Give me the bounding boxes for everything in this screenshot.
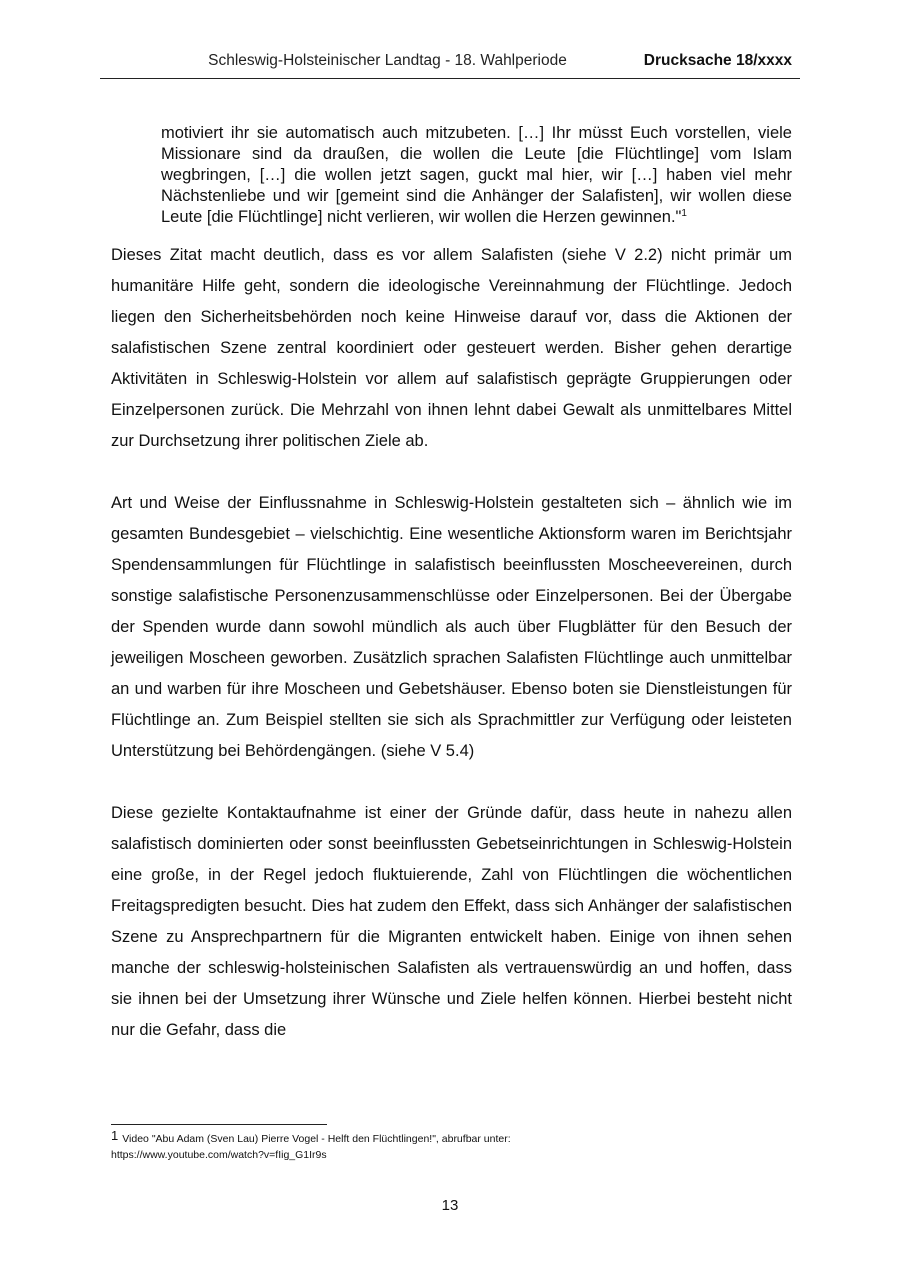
quote-text: motiviert ihr sie automatisch auch mitzubeten. […] Ihr müsst Euch vorstellen, viele Missionare sind da draußen, die wollen die Leute [die Flüchtlinge] vom Islam wegbringen, […] die wollen jetzt sagen, guckt mal hier, wir […] haben viel mehr Nächstenliebe und wir [gemeint sind die Anhänger der Salafisten], wir wollen diese Leute [die Flüchtlinge] nicht verlieren, wir wollen die Herzen gewinnen." [161,124,792,226]
page-number: 13 [441,1197,459,1214]
footnote [111,1128,792,1163]
footnote-separator [111,1124,327,1125]
paragraph-3: Diese gezielte Kontaktaufnahme ist einer der Gründe dafür, dass heute in nahezu allen salafistisch dominierten oder sonst beeinflussten Gebetseinrichtungen in Schleswig-Holstein eine große, in der Regel jedoch fluktuierende, Zahl von Flüchtlingen die wöchentlichen Freitagspredigten besucht. Dies hat zudem den Effekt, dass sich Anhänger der salafistischen Szene zu Ansprechpartnern für die Migranten entwickelt haben. Einige von ihnen sehen manche der schleswig-holsteinischen Salafisten als vertrauenswürdig an und hoffen, dass sie ihnen bei der Umsetzung ihrer Wünsche und Ziele helfen können. Hierbei besteht nicht nur die Gefahr, dass die [111,804,792,1039]
block-quote [161,123,792,228]
footnote-link[interactable]: https://www.youtube.com/watch?v=fIig_G1Ir9s [111,1149,327,1161]
paragraph-1: Dieses Zitat macht deutlich, dass es vor allem Salafisten (siehe V 2.2) nicht primär um humanitäre Hilfe geht, sondern die ideologische Vereinnahmung der Flüchtlinge. Jedoch liegen den Sicherheitsbehörden noch keine Hinweise darauf vor, dass die Aktionen der salafistischen Szene zentral koordiniert oder gesteuert werden. Bisher gehen derartige Aktivitäten in Schleswig-Holstein vor allem auf salafistisch geprägte Gruppierungen oder Einzelpersonen zurück. Die Mehrzahl von ihnen lehnt dabei Gewalt als unmittelbares Mittel zur Durchsetzung ihrer politischen Ziele ab. [111,246,792,450]
header-title: Schleswig-Holsteinischer Landtag - 18. Wahlperiode [208,52,567,69]
footnote-number: 1 [111,1128,119,1143]
page-header [100,48,800,79]
page-body [111,123,792,1046]
paragraph-2: Art und Weise der Einflussnahme in Schleswig-Holstein gestalteten sich – ähnlich wie im gesamten Bundesgebiet – vielschichtig. Eine wesentliche Aktionsform waren im Berichtsjahr Spendensammlungen für Flüchtlinge in salafistisch beeinflussten Moscheevereinen, durch sonstige salafistische Personenzusammenschlüsse oder Einzelpersonen. Bei der Übergabe der Spenden wurde dann sowohl mündlich als auch über Flugblätter für den Besuch der jeweiligen Moscheen geworben. Zusätzlich sprachen Salafisten Flüchtlinge auch unmittelbar an und warben für ihre Moscheen und Gebetshäuser. Ebenso boten sie Dienstleistungen für Flüchtlinge an. Zum Beispiel stellten sie sich als Sprachmittler zur Verfügung oder leisteten Unterstützung bei Behördengängen. (siehe V 5.4) [111,494,792,760]
footnote-line-1 [111,1128,792,1147]
footnote-reference: 1 [681,208,687,219]
footnote-text: Video "Abu Adam (Sven Lau) Pierre Vogel - Helft den Flüchtlingen!", abrufbar unter: [122,1133,511,1145]
document-reference: Drucksache 18/xxxx [643,52,792,69]
